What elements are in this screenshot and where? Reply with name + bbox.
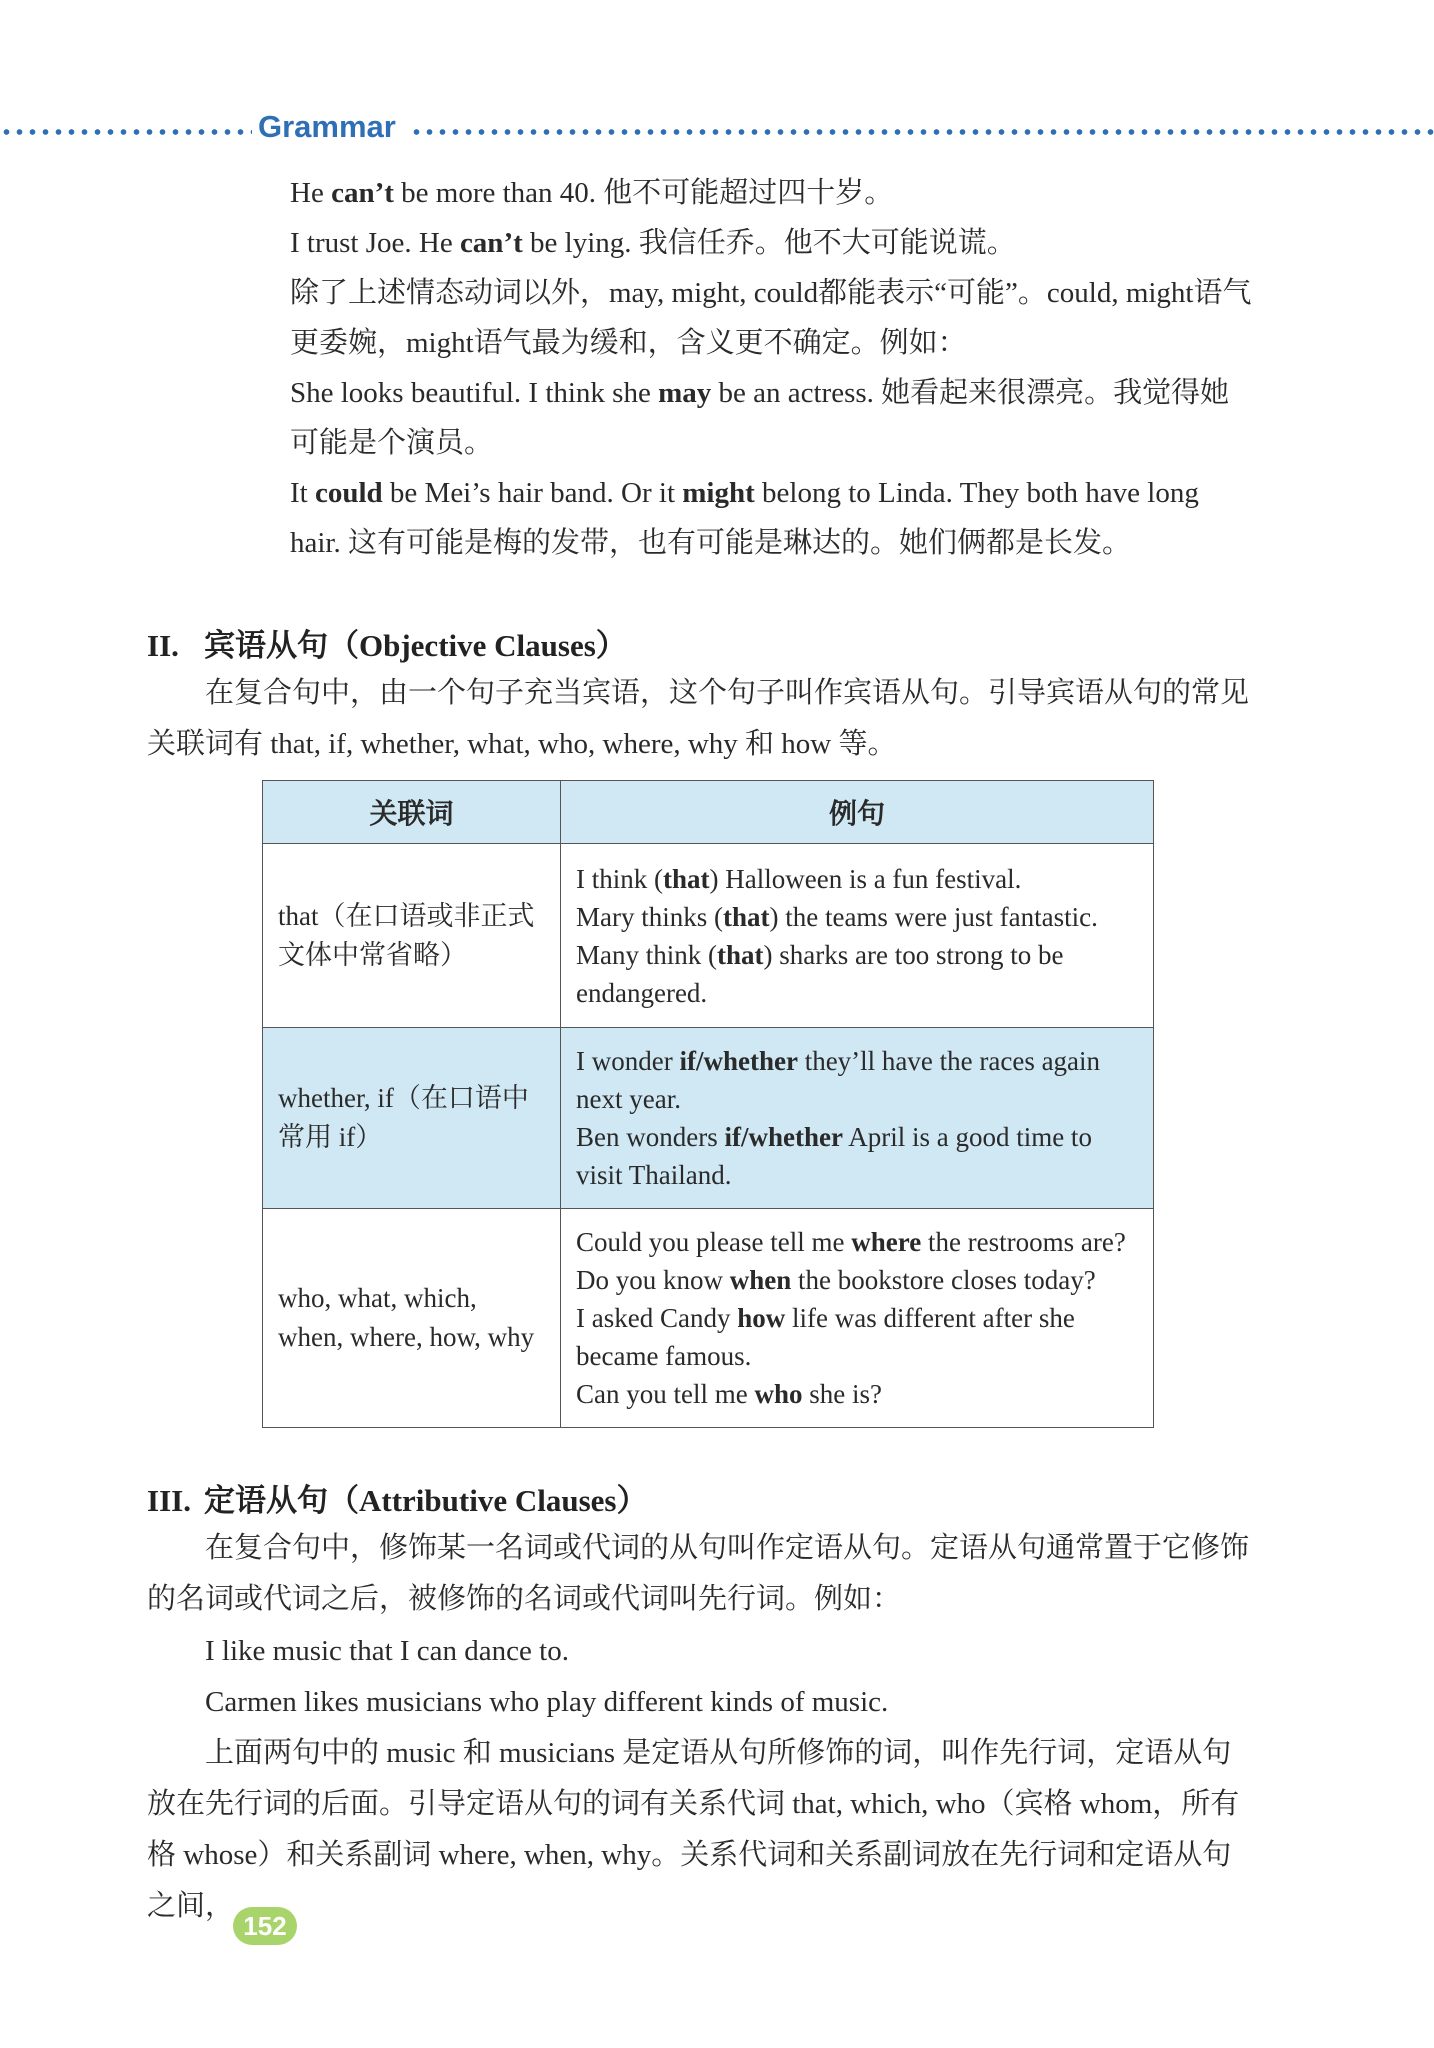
example-cell bbox=[561, 1209, 1154, 1428]
keyword-cell: who, what, which, when, where, how, why bbox=[263, 1209, 561, 1428]
example-cell bbox=[561, 1028, 1154, 1209]
modal-note: 除了上述情态动词以外，may, might, could都能表示“可能”。could, might语气更委婉，might语气最为缓和，含义更不确定。例如： bbox=[290, 277, 1252, 359]
example-sentence: I asked Candy how life was different after she became famous. bbox=[576, 1303, 1075, 1371]
keyword-cell: that（在口语或非正式文体中常省略） bbox=[263, 844, 561, 1028]
example-could-might: It could be Mei’s hair band. Or it might belong to Linda. They both have long hair. 这有可能是梅的发带，也有可能是琳达的。她们俩都是长发。 bbox=[290, 477, 1199, 559]
example-may: She looks beautiful. I think she may be an actress. 她看起来很漂亮。我觉得她可能是个演员。 bbox=[290, 377, 1230, 459]
table-row bbox=[263, 844, 1154, 1028]
example-sentence: Ben wonders if/whether April is a good time to visit Thailand. bbox=[576, 1122, 1092, 1190]
example-sentence: Many think (that) sharks are too strong to be endangered. bbox=[576, 939, 1064, 1008]
header-dots-left bbox=[0, 128, 252, 136]
table-header: 关联词 bbox=[263, 781, 561, 844]
attributive-example: I like music that I can dance to. bbox=[205, 1635, 569, 1667]
example-sentence: Mary thinks (that) the teams were just fantastic. bbox=[576, 901, 1098, 932]
section-heading-attributive-clauses: III. 定语从句（Attributive Clauses） bbox=[147, 1483, 648, 1518]
header-dots-right bbox=[410, 128, 1434, 136]
example-sentence: Could you please tell me where the restrooms are? bbox=[576, 1227, 1126, 1257]
example-cell bbox=[561, 844, 1154, 1028]
table-row bbox=[263, 1028, 1154, 1209]
example-sentence: I wonder if/whether they’ll have the races again next year. bbox=[576, 1046, 1101, 1114]
example-line: I trust Joe. He can’t be lying. 我信任乔。他不大可能说谎。 bbox=[290, 227, 1016, 259]
keyword-cell: whether, if（在口语中常用 if） bbox=[263, 1028, 561, 1209]
section-intro: 在复合句中，由一个句子充当宾语，这个句子叫作宾语从句。引导宾语从句的常见关联词有 that, if, whether, what, who, where, why 和 how 等。 bbox=[147, 677, 1250, 760]
attributive-explanation: 上面两句中的 music 和 musicians 是定语从句所修饰的词，叫作先行词，定语从句放在先行词的后面。引导定语从句的词有关系代词 that, which, who（宾格 whom，所有格 whose）和关系副词 where, when, why。关系代词和关系副词放在先行词和定语从句之间， bbox=[147, 1737, 1240, 1922]
chapter-title: Grammar bbox=[258, 109, 396, 144]
example-sentence: Do you know when the bookstore closes today? bbox=[576, 1265, 1096, 1295]
example-sentence: Can you tell me who she is? bbox=[576, 1379, 882, 1409]
section-intro: 在复合句中，修饰某一名词或代词的从句叫作定语从句。定语从句通常置于它修饰的名词或代词之后，被修饰的名词或代词叫先行词。例如： bbox=[147, 1532, 1250, 1615]
page-number-badge: 152 bbox=[233, 1907, 297, 1945]
section-heading-objective-clauses: II. 宾语从句（Objective Clauses） bbox=[147, 628, 627, 663]
table-row bbox=[263, 1209, 1154, 1428]
example-line: He can’t be more than 40. 他不可能超过四十岁。 bbox=[290, 177, 894, 209]
modal-verbs-continued bbox=[290, 168, 1255, 568]
table-header: 例句 bbox=[561, 781, 1154, 844]
chapter-header bbox=[0, 108, 1434, 154]
attributive-example: Carmen likes musicians who play different kinds of music. bbox=[205, 1686, 889, 1718]
example-sentence: I think (that) Halloween is a fun festival. bbox=[576, 863, 1022, 894]
conjunction-table bbox=[262, 780, 1154, 1428]
